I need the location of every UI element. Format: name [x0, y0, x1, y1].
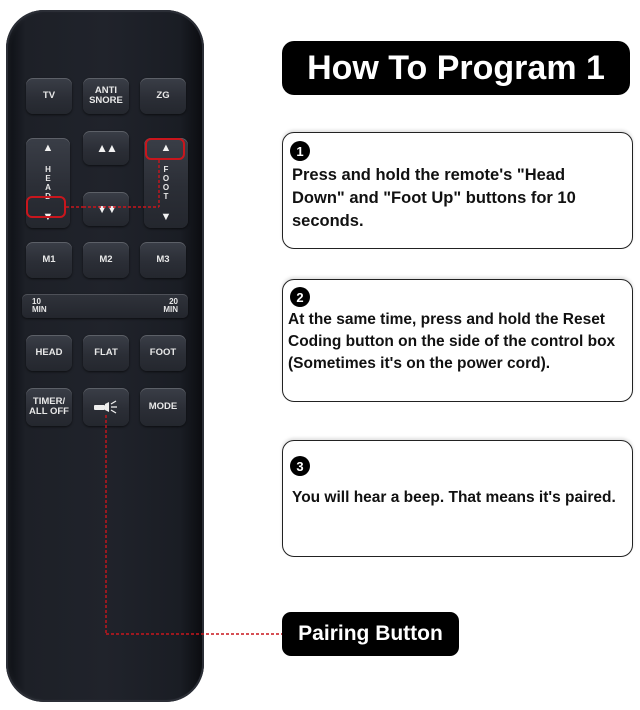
step-3-text: You will hear a beep. That means it's paired. — [292, 489, 616, 506]
step-2-text: At the same time, press and hold the Reset Coding button on the side of the control box (Sometimes it's on the power cord). — [288, 311, 616, 372]
pairing-button-label: Pairing Button — [282, 612, 459, 656]
step-3-card — [282, 440, 633, 557]
head-massage-label: HEAD — [35, 347, 63, 358]
step-3-number: 3 — [290, 456, 310, 476]
timer-10-min-label: 10 MIN — [32, 297, 47, 314]
m2-label: M2 — [99, 254, 113, 265]
foot-massage-label: FOOT — [149, 347, 177, 358]
step-2-card — [282, 279, 633, 402]
flat-label: FLAT — [94, 347, 118, 358]
double-down-arrow-icon: ▼▼ — [96, 202, 116, 216]
timer-20-min-label: 20 MIN — [163, 297, 178, 314]
head-up-arrow-icon[interactable]: ▲ — [42, 142, 54, 154]
m1-label: M1 — [42, 254, 56, 265]
head-label: H E A D — [45, 165, 51, 201]
mode-label: MODE — [148, 401, 178, 412]
step-2-number: 2 — [290, 287, 310, 307]
tv-button-label: TV — [42, 90, 56, 101]
foot-up-arrow-icon[interactable]: ▲ — [160, 142, 172, 154]
zg-button-label: ZG — [156, 90, 170, 101]
step-1-card — [282, 132, 633, 249]
anti-snore-button-label: ANTI SNORE — [89, 85, 123, 106]
foot-down-arrow-icon[interactable]: ▼ — [160, 211, 172, 223]
foot-label: F O O T — [162, 165, 170, 201]
head-down-arrow-icon[interactable]: ▼ — [42, 211, 54, 223]
step-1-text: Press and hold the remote's "Head Down" and "Foot Up" buttons for 10 seconds. — [292, 166, 576, 230]
step-1-number: 1 — [290, 141, 310, 161]
m3-label: M3 — [156, 254, 170, 265]
timer-all-off-label: TIMER/ ALL OFF — [29, 396, 69, 417]
double-up-arrow-icon: ▲▲ — [96, 141, 116, 155]
page-title: How To Program 1 — [282, 41, 630, 95]
